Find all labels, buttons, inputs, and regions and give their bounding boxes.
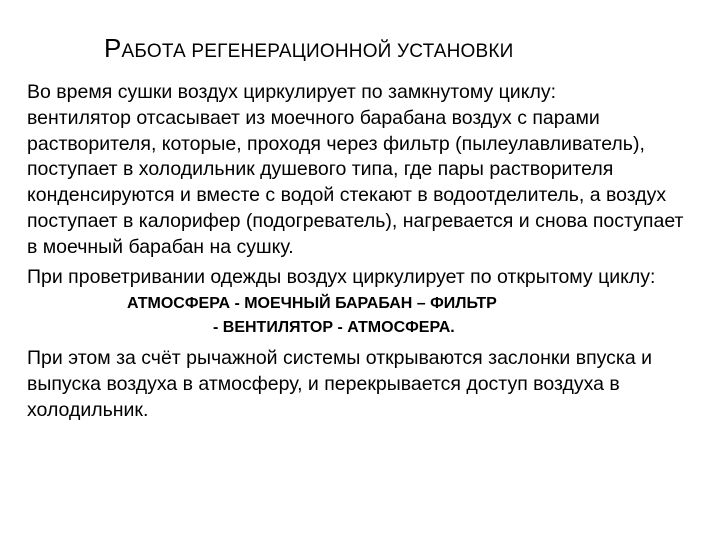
paragraph-closed-cycle: вентилятор отсасывает из моечного барабана воздух с парами растворителя, которые, проходя через фильтр (пылеулавливатель), поступает в холодильник душевого типа, где пары растворителя конденсируются и вместе с водой стекают в водоотделитель, а воздух поступает в калорифер (подогреватель), нагревается и снова поступает в моечный барабан на сушку. (27, 106, 684, 258)
slide-title (104, 32, 704, 68)
paragraph-closed-cycle-intro: Во время сушки воздух циркулирует по замкнутому циклу: (27, 81, 556, 103)
slide-title-rest: АБОТА РЕГЕНЕРАЦИОННОЙ УСТАНОВКИ (121, 41, 514, 62)
cycle-sequence-line-1: АТМОСФЕРА - МОЕЧНЫЙ БАРАБАН – ФИЛЬТР (127, 295, 497, 313)
paragraph-open-cycle: При проветривании одежды воздух циркулирует по открытому циклу: (27, 265, 656, 288)
slide-title-first-letter: Р (104, 33, 122, 63)
slide-body (27, 80, 697, 424)
cycle-sequence-line-2: - ВЕНТИЛЯТОР - АТМОСФЕРА. (213, 319, 455, 337)
paragraph-lever-system: При этом за счёт рычажной системы открываются заслонки впуска и выпуска воздуха в атмосферу, и перекрывается доступ воздуха в холодильник. (27, 347, 653, 421)
